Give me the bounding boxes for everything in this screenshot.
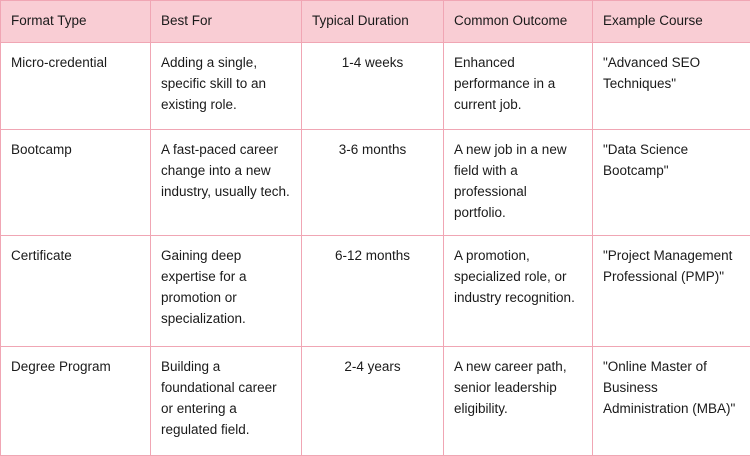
cell-example-course: "Data Science Bootcamp" xyxy=(593,129,750,235)
cell-common-outcome: A new career path, senior leadership eligibility. xyxy=(444,346,593,455)
table-row xyxy=(1,346,750,455)
table-body xyxy=(1,42,750,455)
table-row xyxy=(1,129,750,235)
cell-typical-duration: 1-4 weeks xyxy=(302,42,444,129)
cell-typical-duration: 6-12 months xyxy=(302,235,444,346)
cell-format-type: Certificate xyxy=(1,235,151,346)
table-row xyxy=(1,42,750,129)
cell-format-type: Degree Program xyxy=(1,346,151,455)
column-header-typical-duration: Typical Duration xyxy=(302,1,444,43)
cell-common-outcome: A promotion, specialized role, or industry recognition. xyxy=(444,235,593,346)
cell-format-type: Micro-credential xyxy=(1,42,151,129)
table-header xyxy=(1,1,750,43)
cell-typical-duration: 2-4 years xyxy=(302,346,444,455)
cell-example-course: "Project Management Professional (PMP)" xyxy=(593,235,750,346)
cell-example-course: "Advanced SEO Techniques" xyxy=(593,42,750,129)
cell-format-type: Bootcamp xyxy=(1,129,151,235)
column-header-best-for: Best For xyxy=(151,1,302,43)
cell-common-outcome: A new job in a new field with a professional portfolio. xyxy=(444,129,593,235)
column-header-common-outcome: Common Outcome xyxy=(444,1,593,43)
cell-best-for: Adding a single, specific skill to an existing role. xyxy=(151,42,302,129)
cell-best-for: Building a foundational career or entering a regulated field. xyxy=(151,346,302,455)
cell-best-for: A fast-paced career change into a new industry, usually tech. xyxy=(151,129,302,235)
cell-best-for: Gaining deep expertise for a promotion or specialization. xyxy=(151,235,302,346)
cell-common-outcome: Enhanced performance in a current job. xyxy=(444,42,593,129)
cell-example-course: "Online Master of Business Administration (MBA)" xyxy=(593,346,750,455)
column-header-example-course: Example Course xyxy=(593,1,750,43)
column-header-format-type: Format Type xyxy=(1,1,151,43)
cell-typical-duration: 3-6 months xyxy=(302,129,444,235)
header-row xyxy=(1,1,750,43)
table-row xyxy=(1,235,750,346)
